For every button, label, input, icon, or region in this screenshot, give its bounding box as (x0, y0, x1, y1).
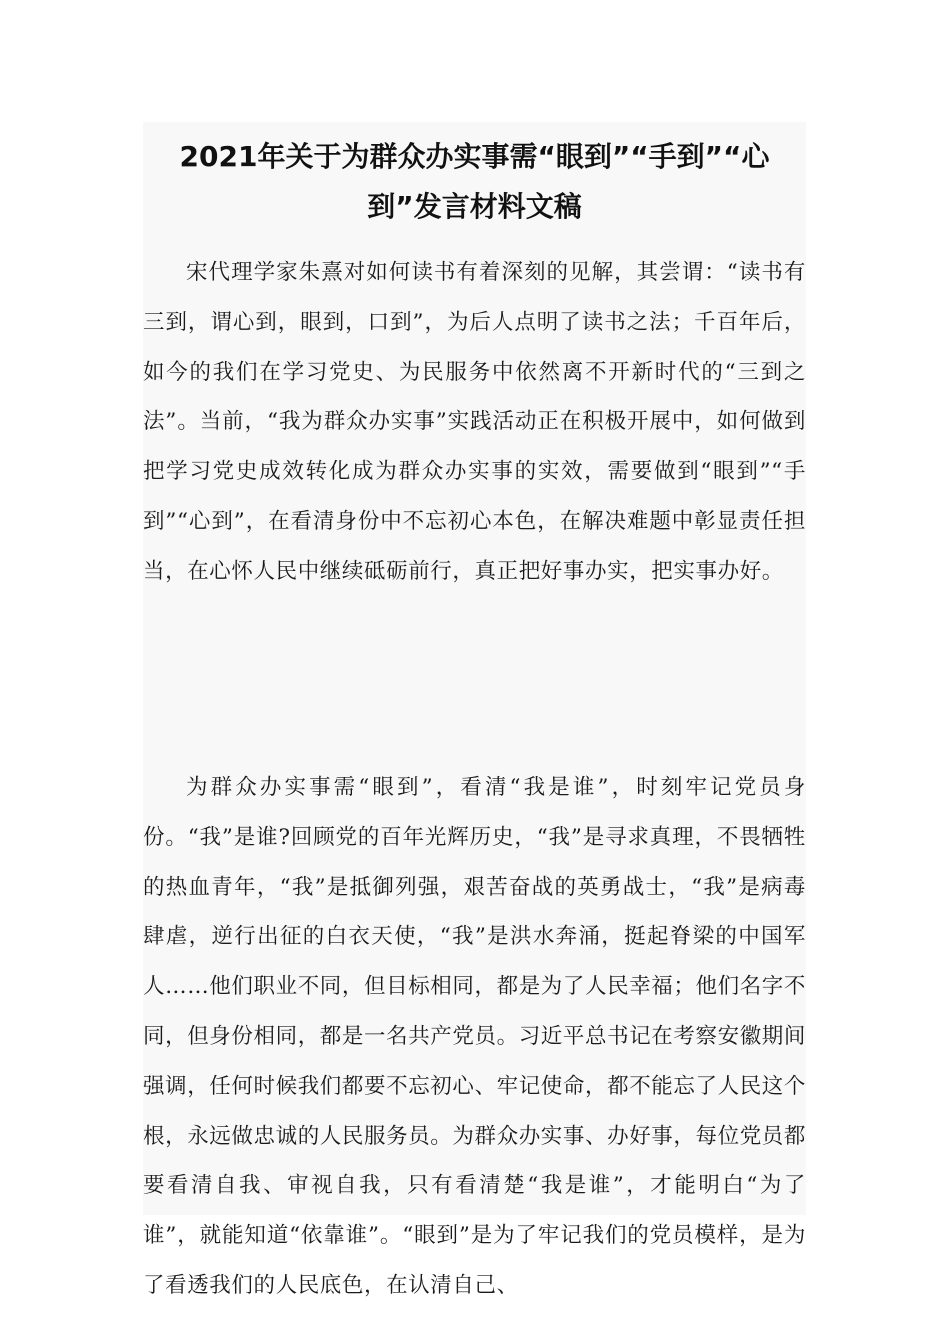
document-page (143, 122, 807, 1298)
paragraph-eye: 为群众办实事需“眼到”，看清“我是谁”，时刻牢记党员身份。“我”是谁?回顾党的百年光辉历史，“我”是寻求真理，不畏牺牲的热血青年，“我”是抵御列强，艰苦奋战的英勇战士，“我”是病毒肆虐，逆行出征的白衣天使，“我”是洪水奔涌，挺起脊梁的中国军人……他们职业不同，但目标相同，都是为了人民幸福；他们名字不同，但身份相同，都是一名共产党员。习近平总书记在考察安徽期间强调，任何时候我们都要不忘初心、牢记使命，都不能忘了人民这个根，永远做忠诚的人民服务员。为群众办实事、办好事，每位党员都要看清自我、审视自我，只有看清楚“我是谁”，才能明白“为了谁”，就能知道“依靠谁”。“眼到”是为了牢记我们的党员模样，是为了看透我们的人民底色，在认清自己、 (143, 775, 807, 1298)
document-title: 2021年关于为群众办实事需“眼到”“手到”“心到”发言材料文稿 (179, 140, 770, 223)
paragraph-intro: 宋代理学家朱熹对如何读书有着深刻的见解，其尝谓：“读书有三到，谓心到，眼到，口到”，为后人点明了读书之法；千百年后，如今的我们在学习党史、为民服务中依然离不开新时代的“三到之法”。当前，“我为群众办实事”实践活动正在积极开展中，如何做到把学习党史成效转化成为群众办实事的实效，需要做到“眼到”“手到”“心到”，在看清身份中不忘初心本色，在解决难题中彰显责任担当，在心怀人民中继续砥砺前行，真正把好事办实，把实事办好。 (143, 260, 806, 584)
